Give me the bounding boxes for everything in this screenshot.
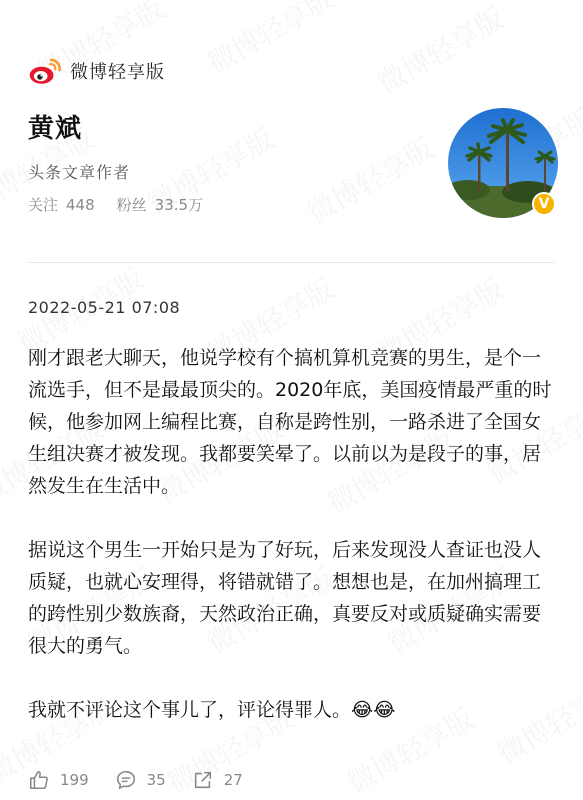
- post-paragraph: 刚才跟老大聊天，他说学校有个搞机算机竞赛的男生，是个一流选手，但不是最最顶尖的。2020年底，美国疫情最严重的时候，他参加网上编程比赛，自称是跨性别，一路杀进了全国女生组决赛才被发现。我都要笑晕了。以前以为是段子的事，居然发生在生活中。: [28, 347, 552, 497]
- author-profile: [28, 108, 555, 258]
- like-button[interactable]: [28, 769, 89, 791]
- following-label: 关注: [28, 196, 59, 214]
- post-paragraph: 我就不评论这个事儿了，评论得罪人。😂😂: [28, 699, 396, 721]
- comment-icon: [115, 769, 137, 791]
- thumbs-up-icon: [28, 769, 50, 791]
- repost-count: 27: [223, 771, 243, 789]
- followers-stat[interactable]: [117, 194, 203, 215]
- comment-button[interactable]: [115, 769, 166, 791]
- verified-badge-icon: V: [532, 192, 556, 216]
- like-count: 199: [60, 771, 89, 789]
- author-stats: [28, 194, 203, 215]
- weibo-logo-icon: [28, 56, 62, 86]
- app-header: [28, 54, 165, 88]
- app-name: 微博轻享版: [70, 62, 165, 83]
- watermark-text: [199, 0, 340, 82]
- divider: [28, 262, 555, 263]
- post-paragraph: 据说这个男生一开始只是为了好玩，后来发现没人查证也没人质疑，也就心安理得，将错就错了。想想也是，在加州搞理工的跨性别少数族裔，天然政治正确，真要反对或质疑确实需要很大的勇气。: [28, 539, 542, 657]
- repost-button[interactable]: [192, 769, 243, 791]
- following-count: 448: [66, 196, 95, 214]
- watermark-text: [369, 0, 510, 102]
- repost-icon: [192, 769, 214, 791]
- post-actions: [28, 766, 243, 794]
- comment-count: 35: [146, 771, 166, 789]
- followers-label: 粉丝: [116, 196, 147, 214]
- author-name[interactable]: 黄斌: [28, 114, 83, 144]
- author-tag: 头条文章作者: [28, 163, 131, 182]
- post-body: [28, 342, 555, 726]
- followers-count: 33.5万: [154, 196, 204, 214]
- post-timestamp: 2022-05-21 07:08: [28, 298, 181, 317]
- avatar-container[interactable]: [448, 108, 558, 218]
- following-stat[interactable]: [28, 194, 95, 215]
